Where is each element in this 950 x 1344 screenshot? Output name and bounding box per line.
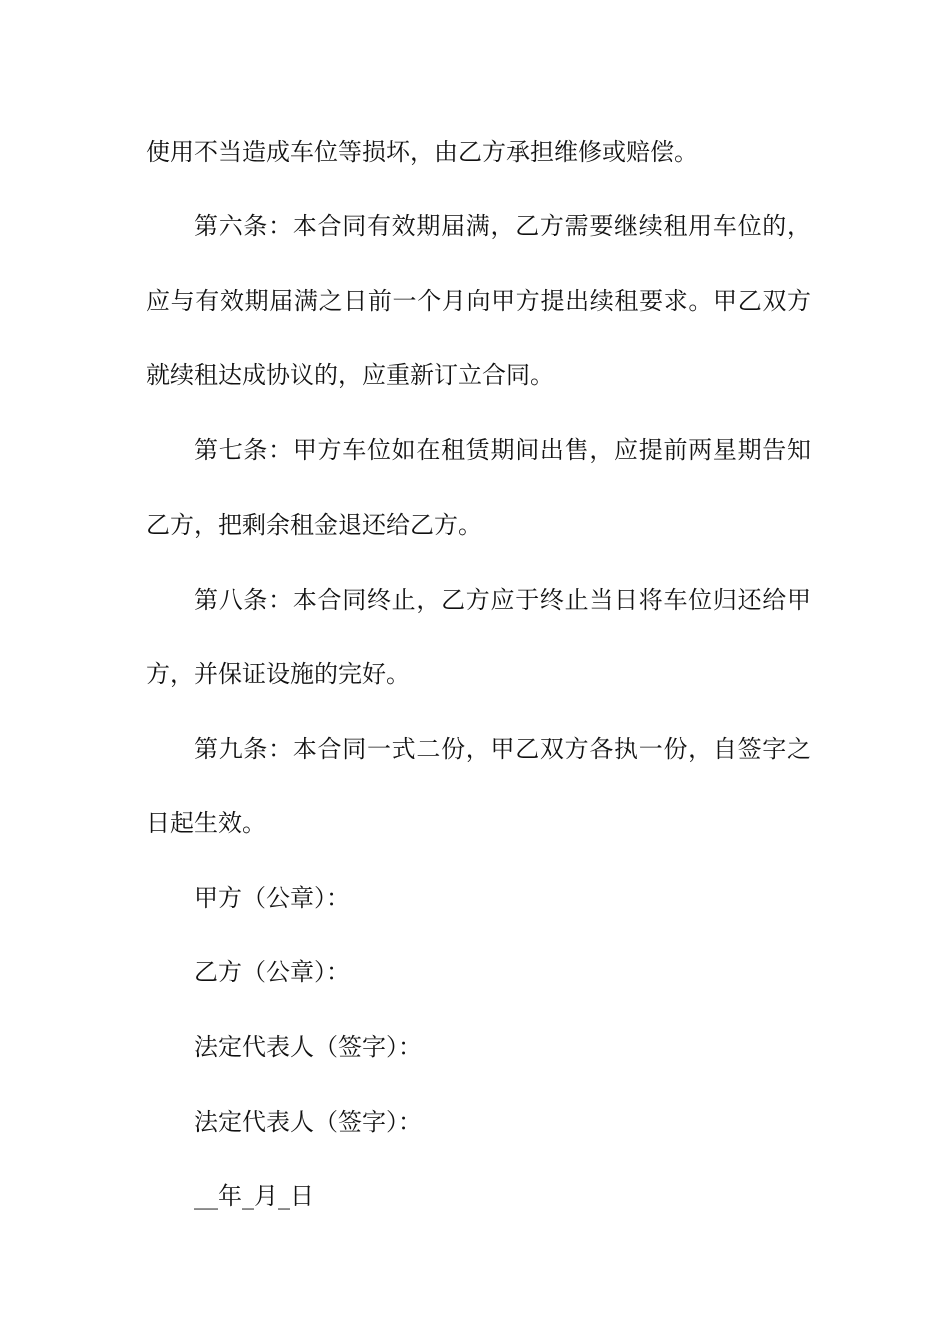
clause-7-line-1: 第七条：甲方车位如在租赁期间出售，应提前两星期告知 xyxy=(194,436,811,464)
clause-6-line-3: 就续租达成协议的，应重新订立合同。 xyxy=(146,361,554,389)
legal-rep-b-signature-label: 法定代表人（签字）： xyxy=(194,1108,422,1136)
clause-7-line-2: 乙方，把剩余租金退还给乙方。 xyxy=(146,511,482,539)
clause-6-line-2: 应与有效期届满之日前一个月向甲方提出续租要求。甲乙双方 xyxy=(146,287,811,315)
clause-8-line-2: 方，并保证设施的完好。 xyxy=(146,660,410,688)
clause-9-line-1: 第九条：本合同一式二份，甲乙双方各执一份，自签字之 xyxy=(194,735,811,763)
clause-5-continuation: 使用不当造成车位等损坏，由乙方承担维修或赔偿。 xyxy=(146,138,698,166)
clause-9-line-2: 日起生效。 xyxy=(146,809,266,837)
clause-8-line-1: 第八条：本合同终止，乙方应于终止当日将车位归还给甲 xyxy=(194,586,811,614)
date-line: __年_月_日 xyxy=(194,1182,314,1210)
party-a-seal-label: 甲方（公章）： xyxy=(194,884,350,912)
legal-rep-a-signature-label: 法定代表人（签字）： xyxy=(194,1033,422,1061)
party-b-seal-label: 乙方（公章）： xyxy=(194,958,350,986)
clause-6-line-1: 第六条：本合同有效期届满，乙方需要继续租用车位的， xyxy=(194,212,811,240)
